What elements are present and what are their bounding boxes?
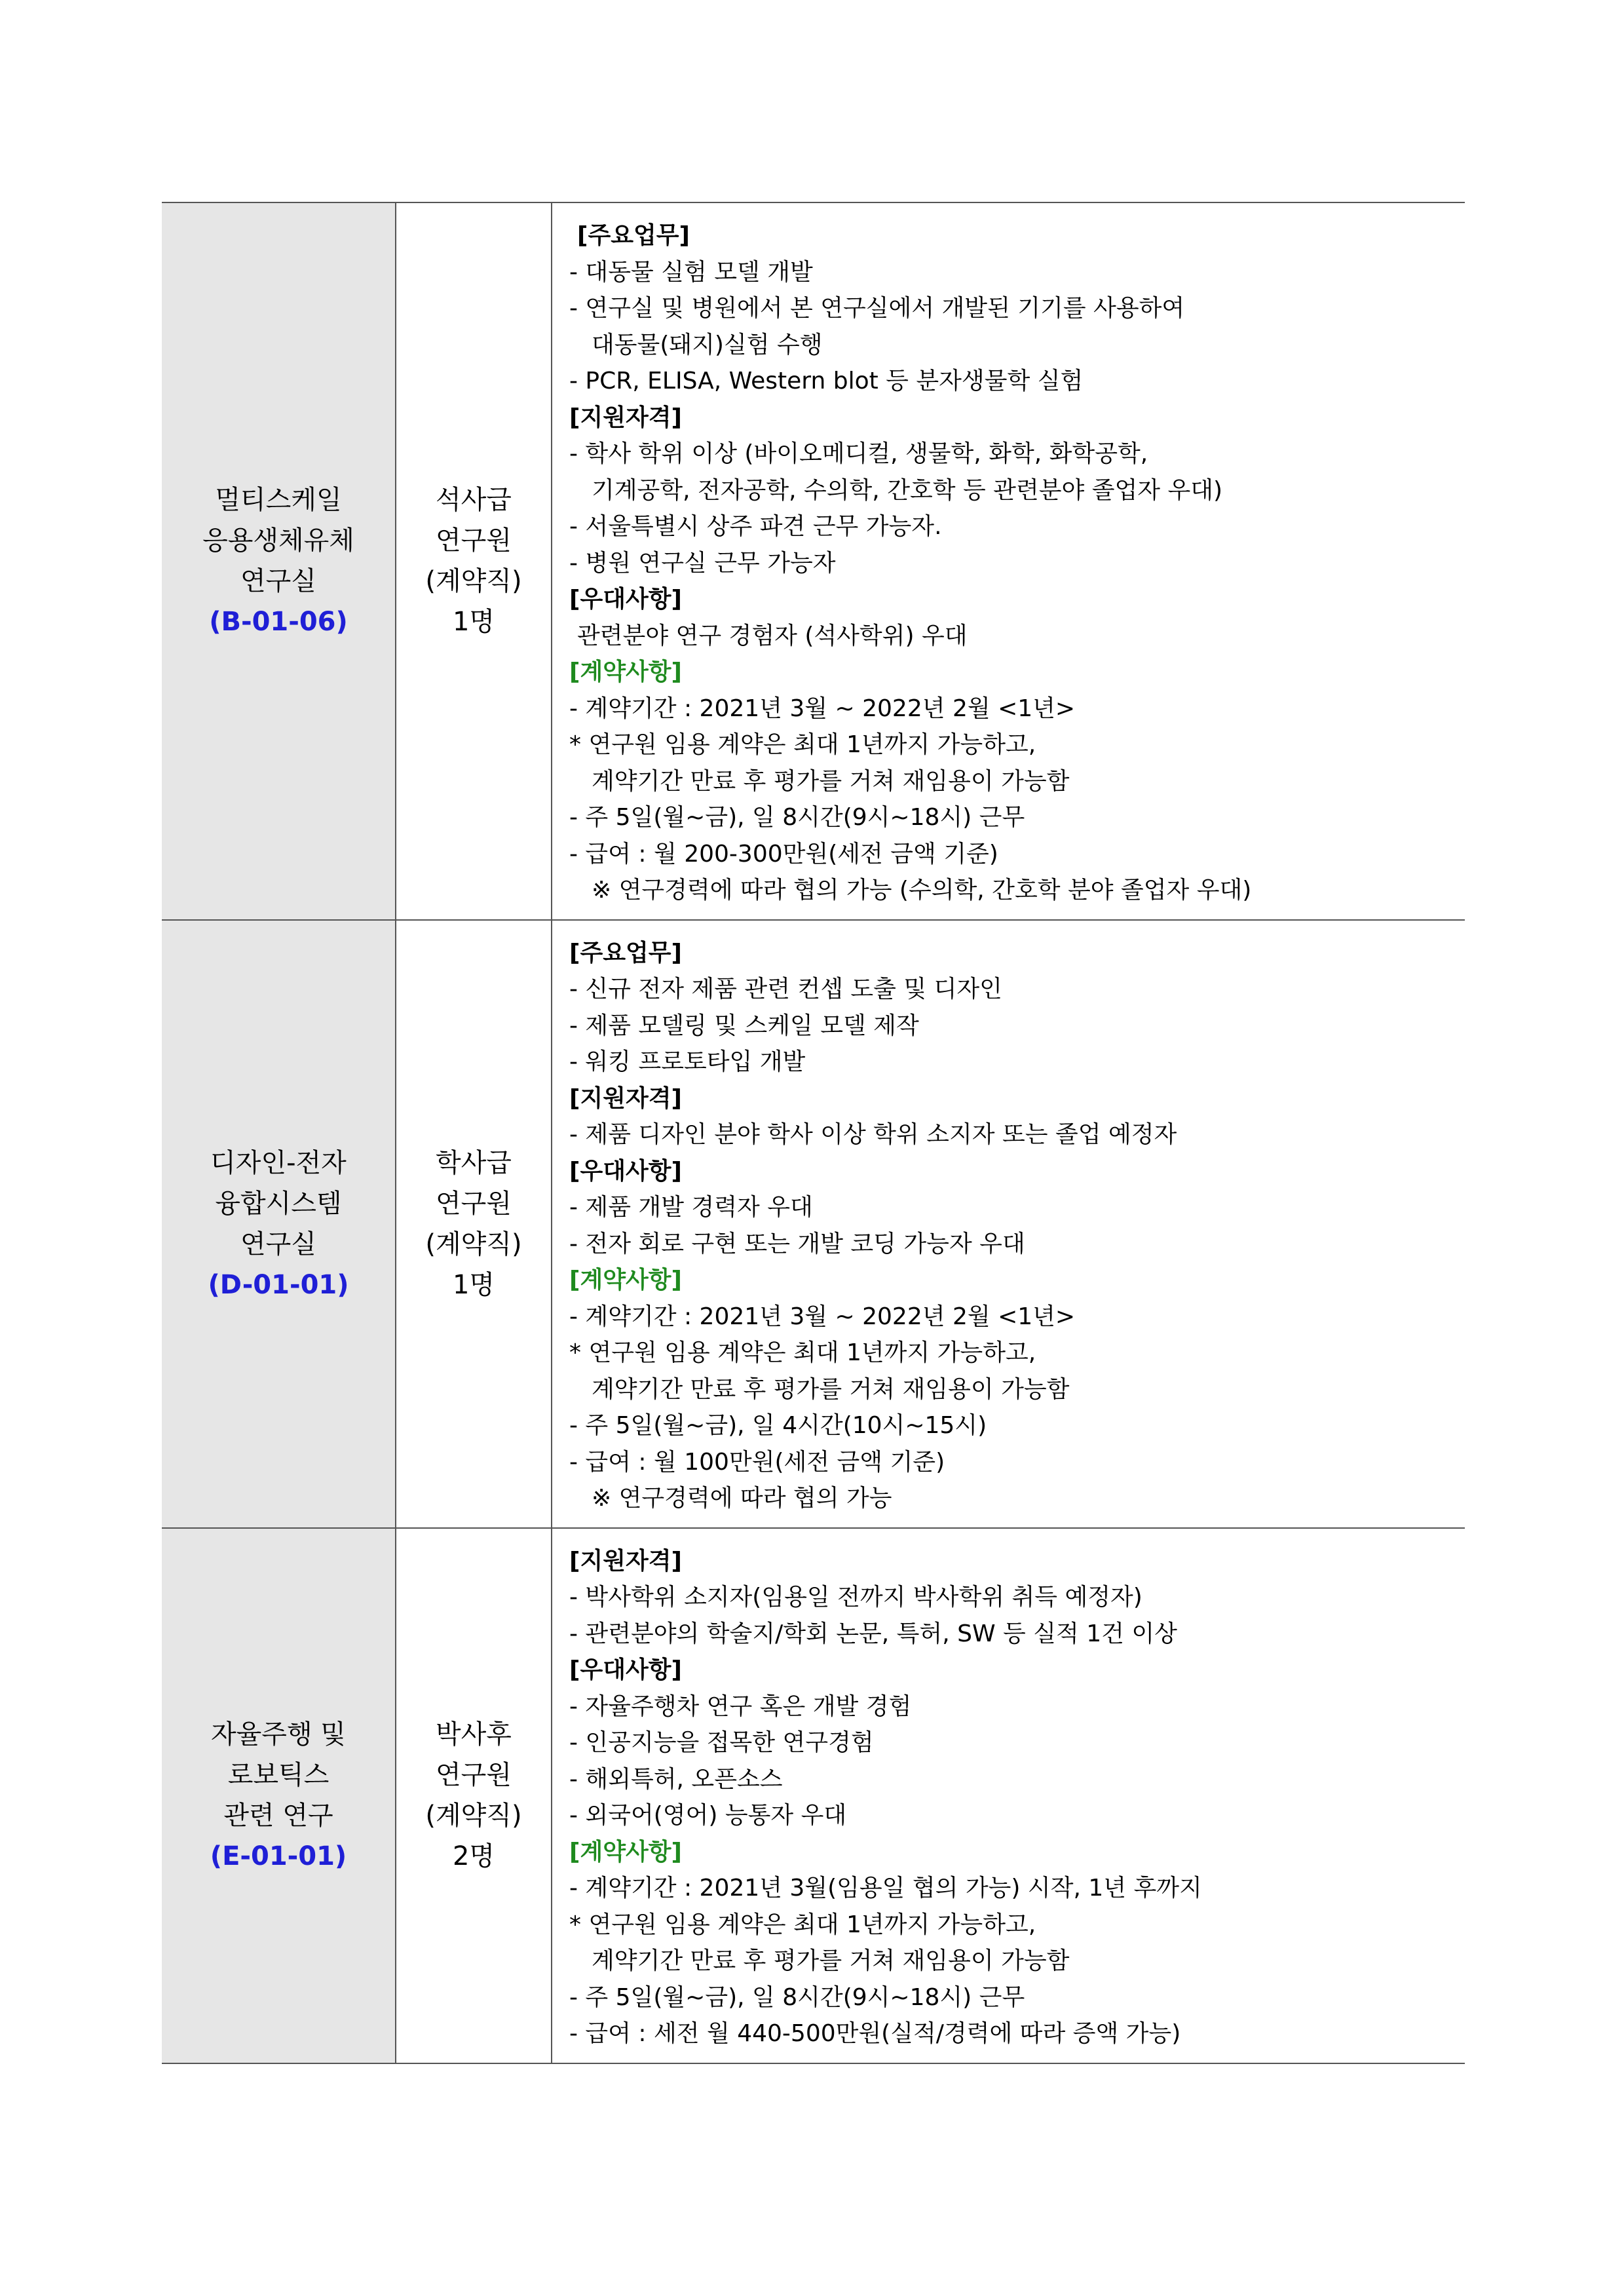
detail-line: 관련분야 연구 경험자 (석사학위) 우대 <box>577 622 968 649</box>
position-line: 연구원 <box>436 526 512 556</box>
lab-code: (B-01-06) <box>209 607 348 638</box>
section-heading: [계약사항] <box>569 659 683 685</box>
lab-name-line: 응용생체유체 <box>202 526 354 556</box>
detail-line: 대동물(돼지)실험 수행 <box>592 331 823 358</box>
detail-line: 기계공학, 전자공학, 수의학, 간호학 등 관련분야 졸업자 우대) <box>592 476 1223 504</box>
lab-code: (E-01-01) <box>210 1841 347 1871</box>
detail-line: - 급여 : 월 100만원(세전 금액 기준) <box>569 1448 945 1476</box>
lab-name-cell <box>162 1528 396 2063</box>
detail-line: - 계약기간 : 2021년 3월 ~ 2022년 2월 <1년> <box>569 695 1076 722</box>
position-line: 학사급 <box>436 1147 512 1178</box>
lab-name-line: 디자인-전자 <box>210 1147 347 1178</box>
position-line: 1명 <box>452 1269 495 1300</box>
detail-line: - 신규 전자 제품 관련 컨셉 도출 및 디자인 <box>569 976 1002 1003</box>
lab-name-line: 로보틱스 <box>227 1760 330 1790</box>
detail-line: ※ 연구경력에 따라 협의 가능 (수의학, 간호학 분야 졸업자 우대) <box>592 877 1252 904</box>
detail-line: 계약기간 만료 후 평가를 거쳐 재임용이 가능함 <box>592 1375 1070 1403</box>
table-row <box>162 202 1465 920</box>
detail-line: * 연구원 임용 계약은 최대 1년까지 가능하고, <box>569 1339 1036 1366</box>
detail-line: - 급여 : 월 200-300만원(세전 금액 기준) <box>569 840 998 868</box>
lab-name-line: 연구실 <box>240 566 316 597</box>
detail-line: - 주 5일(월~금), 일 8시간(9시~18시) 근무 <box>569 1983 1025 2011</box>
section-heading: [계약사항] <box>569 1267 683 1293</box>
detail-line: - 연구실 및 병원에서 본 연구실에서 개발된 기기를 사용하여 <box>569 295 1185 322</box>
position-line: 석사급 <box>436 485 512 516</box>
detail-line: - 자율주행차 연구 혹은 개발 경험 <box>569 1693 912 1720</box>
section-heading: [주요업무] <box>569 939 683 966</box>
lab-name-cell <box>162 202 396 920</box>
detail-line: - 전자 회로 구현 또는 개발 코딩 가능자 우대 <box>569 1230 1025 1257</box>
detail-line: - 외국어(영어) 능통자 우대 <box>569 1802 847 1829</box>
position-line: 박사후 <box>436 1719 512 1750</box>
detail-line: - 워킹 프로토타입 개발 <box>569 1048 806 1075</box>
section-heading: [우대사항] <box>569 1157 683 1185</box>
position-line: (계약직) <box>425 1801 522 1831</box>
detail-line: - 급여 : 세전 월 440-500만원(실적/경력에 따라 증액 가능) <box>569 2020 1181 2047</box>
detail-line: - 박사학위 소지자(임용일 전까지 박사학위 취득 예정자) <box>569 1584 1142 1611</box>
section-heading: [계약사항] <box>569 1838 683 1866</box>
detail-line: - 해외특허, 오픈소스 <box>569 1765 783 1793</box>
detail-line: - 서울특별시 상주 파견 근무 가능자. <box>569 513 942 540</box>
lab-name-cell <box>162 920 396 1528</box>
detail-line: - 주 5일(월~금), 일 8시간(9시~18시) 근무 <box>569 804 1025 831</box>
section-heading: [우대사항] <box>569 586 683 613</box>
position-line: 1명 <box>452 607 495 638</box>
details-cell <box>552 1528 1465 2063</box>
detail-line: - 제품 모델링 및 스케일 모델 제작 <box>569 1012 919 1039</box>
lab-code: (D-01-01) <box>208 1269 349 1300</box>
detail-line: - PCR, ELISA, Western blot 등 분자생물학 실험 <box>569 368 1084 394</box>
detail-line: - 계약기간 : 2021년 3월(임용일 협의 가능) 시작, 1년 후까지 <box>569 1875 1202 1902</box>
lab-name-line: 멀티스케일 <box>215 485 342 516</box>
section-heading: [주요업무] <box>577 222 690 249</box>
recruitment-table-body <box>162 202 1465 2063</box>
detail-line: - 주 5일(월~금), 일 4시간(10시~15시) <box>569 1412 987 1439</box>
section-heading: [우대사항] <box>569 1656 683 1683</box>
position-cell <box>396 920 552 1528</box>
position-line: 2명 <box>452 1841 495 1871</box>
recruitment-table <box>162 202 1465 2064</box>
detail-line: - 학사 학위 이상 (바이오메디컬, 생물학, 화학, 화학공학, <box>569 440 1148 467</box>
detail-line: - 인공지능을 접목한 연구경험 <box>569 1729 874 1756</box>
detail-line: 계약기간 만료 후 평가를 거쳐 재임용이 가능함 <box>592 767 1070 795</box>
details-cell <box>552 920 1465 1528</box>
details-cell <box>552 202 1465 920</box>
lab-name-line: 연구실 <box>240 1229 316 1259</box>
lab-name-line: 자율주행 및 <box>211 1719 346 1750</box>
position-cell <box>396 202 552 920</box>
detail-line: - 제품 디자인 분야 학사 이상 학위 소지자 또는 졸업 예정자 <box>569 1121 1177 1148</box>
position-line: (계약직) <box>425 1229 522 1259</box>
section-heading: [지원자격] <box>569 404 683 431</box>
lab-name-line: 융합시스템 <box>215 1188 342 1219</box>
table-row <box>162 1528 1465 2063</box>
position-line: 연구원 <box>436 1760 512 1790</box>
detail-line: * 연구원 임용 계약은 최대 1년까지 가능하고, <box>569 731 1036 758</box>
detail-line: - 대동물 실험 모델 개발 <box>569 258 813 286</box>
position-line: (계약직) <box>425 566 522 597</box>
detail-line: * 연구원 임용 계약은 최대 1년까지 가능하고, <box>569 1911 1036 1938</box>
detail-line: ※ 연구경력에 따라 협의 가능 <box>592 1485 892 1512</box>
table-row <box>162 920 1465 1528</box>
lab-name-line: 관련 연구 <box>223 1801 333 1831</box>
position-cell <box>396 1528 552 2063</box>
section-heading: [지원자격] <box>569 1547 683 1575</box>
section-heading: [지원자격] <box>569 1084 683 1112</box>
detail-line: - 제품 개발 경력자 우대 <box>569 1194 813 1221</box>
position-line: 연구원 <box>436 1188 512 1219</box>
detail-line: - 관련분야의 학술지/학회 논문, 특허, SW 등 실적 1건 이상 <box>569 1620 1177 1647</box>
detail-line: 계약기간 만료 후 평가를 거쳐 재임용이 가능함 <box>592 1947 1070 1974</box>
detail-line: - 계약기간 : 2021년 3월 ~ 2022년 2월 <1년> <box>569 1303 1076 1330</box>
detail-line: - 병원 연구실 근무 가능자 <box>569 549 836 577</box>
